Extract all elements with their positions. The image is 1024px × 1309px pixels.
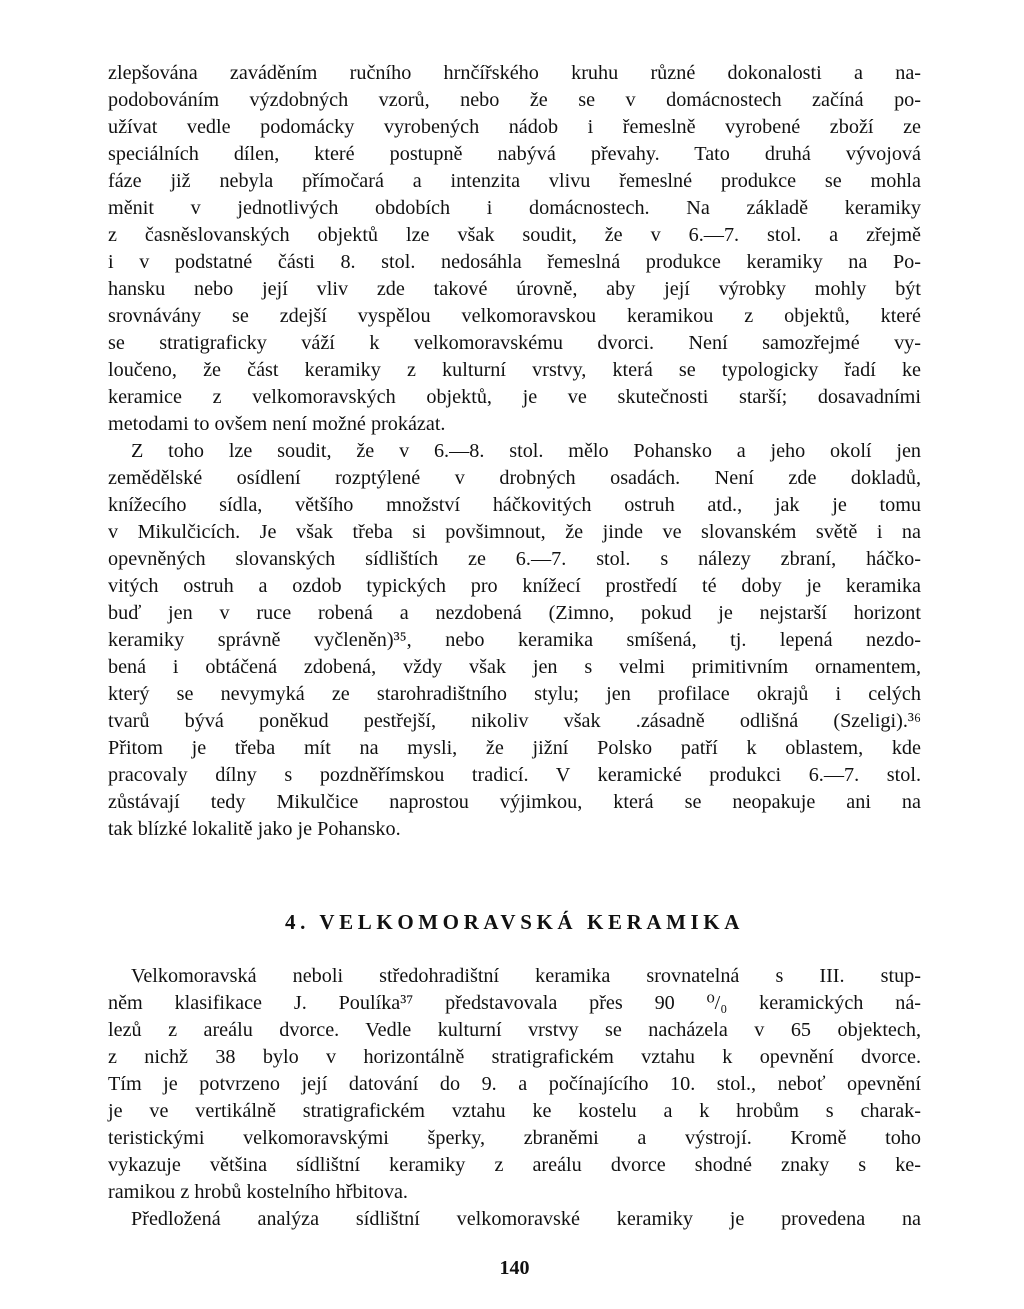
text-line: speciálních dílen, které postupně nabývá převahy. Tato druhá vývojová bbox=[108, 143, 921, 165]
text-line: něm klasifikace J. Poulíka³⁷ představovala přes 90 ⁰/₀ keramických ná- bbox=[108, 992, 921, 1014]
text-line: teristickými velkomoravskými šperky, zbraněmi a výstrojí. Kromě toho bbox=[108, 1127, 921, 1149]
text-line: ramikou z hrobů kostelního hřbitova. bbox=[108, 1181, 408, 1203]
text-line: loučeno, že část keramiky z kulturní vrstvy, která se typologicky řadí ke bbox=[108, 359, 921, 381]
text-line: v Mikulčicích. Je však třeba si povšimnout, že jinde ve slovanském světě i na bbox=[108, 521, 921, 543]
text-line: z časněslovanských objektů lze však soudit, že v 6.—7. stol. a zřejmě bbox=[108, 224, 921, 246]
section-heading: 4. VELKOMORAVSKÁ KERAMIKA bbox=[284, 910, 744, 934]
text-line: buď jen v ruce robená a nezdobená (Zimno, pokud je nejstarší horizont bbox=[108, 602, 921, 624]
text-line: tvarů bývá poněkud pestřejší, nikoliv však .zásadně odlišná (Szeligi).³⁶ bbox=[108, 710, 921, 732]
text-line: lezů z areálu dvorce. Vedle kulturní vrstvy se nacházela v 65 objektech, bbox=[108, 1019, 921, 1041]
text-line: Velkomoravská neboli středohradištní keramika srovnatelná s III. stup- bbox=[131, 965, 921, 987]
text-line: podobováním výzdobných vzorů, nebo že se v domácnostech začíná po- bbox=[108, 89, 921, 111]
text-line: Přitom je třeba mít na mysli, že jižní Polsko patří k oblastem, kde bbox=[108, 737, 921, 759]
text-line: užívat vedle podomácky vyrobených nádob i řemeslně vyrobené zboží ze bbox=[108, 116, 921, 138]
text-line: který se nevymyká ze starohradištního stylu; jen profilace okrajů i celých bbox=[108, 683, 921, 705]
text-line: Tím je potvrzeno její datování do 9. a počínajícího 10. stol., neboť opevnění bbox=[108, 1073, 921, 1095]
text-line: pracovaly dílny s pozdněřímskou tradicí. V keramické produkci 6.—7. stol. bbox=[108, 764, 921, 786]
text-line: keramice z velkomoravských objektů, je ve skutečnosti starší; dosavadními bbox=[108, 386, 921, 408]
text-line: zůstávají tedy Mikulčice naprostou výjimkou, která se neopakuje ani na bbox=[108, 791, 921, 813]
text-line: opevněných slovanských sídlištích ze 6.—7. stol. s nálezy zbraní, háčko- bbox=[108, 548, 921, 570]
text-line: hansku nebo její vliv zde takové úrovně, aby její výrobky mohly být bbox=[108, 278, 921, 300]
text-line: bená i obtáčená zdobená, vždy však jen s velmi primitivním ornamentem, bbox=[108, 656, 921, 678]
text-line: metodami to ovšem není možné prokázat. bbox=[108, 413, 446, 435]
text-line: vykazuje většina sídlištní keramiky z areálu dvorce shodné znaky s ke- bbox=[108, 1154, 921, 1176]
text-line: je ve vertikálně stratigrafickém vztahu ke kostelu a k hrobům s charak- bbox=[108, 1100, 921, 1122]
text-line: zlepšována zaváděním ručního hrnčířského kruhu různé dokonalosti a na- bbox=[108, 62, 921, 84]
text-line: tak blízké lokalitě jako je Pohansko. bbox=[108, 818, 401, 840]
text-line: fáze již nebyla přímočará a intenzita vlivu řemeslné produkce se mohla bbox=[108, 170, 921, 192]
text-line: z nichž 38 bylo v horizontálně stratigrafickém vztahu k opevnění dvorce. bbox=[108, 1046, 921, 1068]
text-line: knížecího sídla, většího množství háčkovitých ostruh atd., jak je tomu bbox=[108, 494, 921, 516]
text-line: se stratigraficky váží k velkomoravskému dvorci. Není samozřejmé vy- bbox=[108, 332, 921, 354]
text-line: zemědělské osídlení rozptýlené v drobných osadách. Není zde dokladů, bbox=[108, 467, 921, 489]
text-line: i v podstatné části 8. stol. nedosáhla řemeslná produkce keramiky na Po- bbox=[108, 251, 921, 273]
text-line: měnit v jednotlivých obdobích i domácnostech. Na základě keramiky bbox=[108, 197, 921, 219]
page-number: 140 bbox=[499, 1257, 530, 1279]
text-line: srovnávány se zdejší vyspělou velkomoravskou keramikou z objektů, které bbox=[108, 305, 921, 327]
text-line: keramiky správně vyčleněn)³⁵, nebo keramika smíšená, tj. lepená nezdo- bbox=[108, 629, 921, 651]
text-line: vitých ostruh a ozdob typických pro knížecí prostředí té doby je keramika bbox=[108, 575, 921, 597]
text-line: Předložená analýza sídlištní velkomoravské keramiky je provedena na bbox=[131, 1208, 921, 1230]
text-line: Z toho lze soudit, že v 6.—8. stol. mělo Pohansko a jeho okolí jen bbox=[131, 440, 921, 462]
